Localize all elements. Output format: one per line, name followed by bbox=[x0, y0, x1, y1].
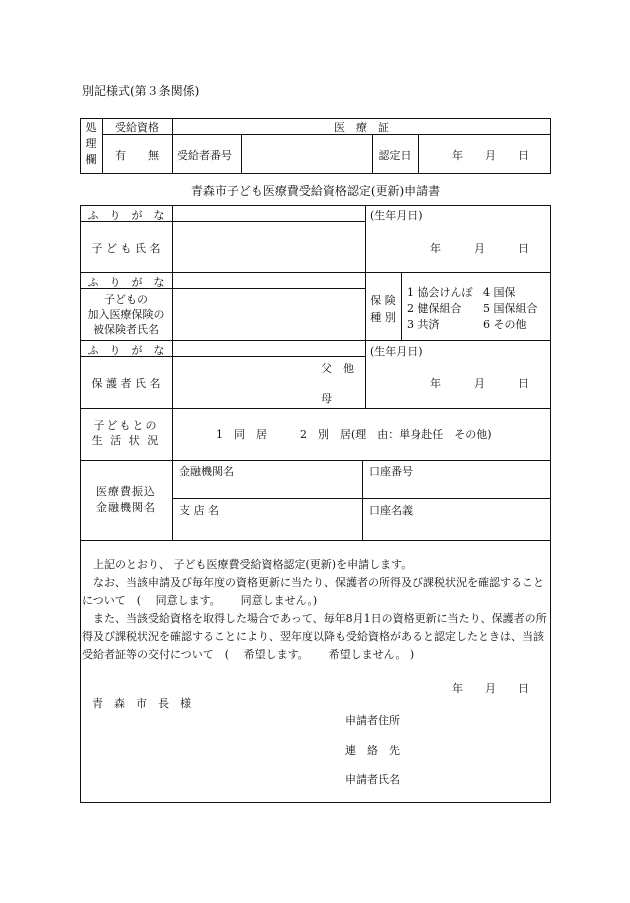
account-holder-label: 口座名義 bbox=[369, 504, 413, 517]
addressee: 青 森 市 長 様 bbox=[92, 697, 191, 710]
child-birth-date-value: 年 月 日 bbox=[430, 242, 529, 255]
approval-date-label: 認定日 bbox=[378, 149, 412, 162]
living-status-label: 子どもとの 生 活 状 況 bbox=[91, 419, 161, 447]
child-furigana-label: ふ り が な bbox=[87, 209, 165, 222]
insurance-type-label: 保 険 種 別 bbox=[370, 294, 396, 324]
certificate-label: 医 療 証 bbox=[334, 121, 389, 134]
insurance-option-2: 2 健保組合 bbox=[407, 302, 462, 315]
living-status-options: 1 同 居 2 別 居(理 由：単身赴任 その他) bbox=[216, 428, 492, 441]
statement-line-3: また、当該受給資格を取得した場合であって、毎年8月1日の資格更新に当たり、保護者の所得及び課税状況を確認することにより、翌年度以降も受給資格があると認定したときは、当該受給者証等の交付について ( 希望します。 希望しません。 ) bbox=[82, 612, 547, 661]
statement-line-1: 上記のとおり、 子ども医療費受給資格認定(更新)を申請します。 bbox=[82, 558, 413, 571]
applicant-name-label: 申請者氏名 bbox=[345, 773, 400, 786]
recipient-number-label: 受給者番号 bbox=[177, 149, 232, 162]
eligibility-label: 受給資格 bbox=[115, 121, 159, 134]
guardian-birth-date-label: (生年月日) bbox=[370, 345, 423, 358]
insured-furigana-label: ふ り が な bbox=[87, 276, 165, 289]
applicant-address-label: 申請者住所 bbox=[345, 714, 400, 727]
insured-name-label: 子どもの 加入医療保険の 被保険者氏名 bbox=[87, 293, 165, 336]
bank-name-label: 金融機関名 bbox=[179, 465, 234, 478]
bank-label: 医療費振込 金融機関名 bbox=[96, 485, 156, 514]
child-birth-date-label: (生年月日) bbox=[370, 209, 423, 222]
insurance-option-5: 5 国保組合 bbox=[483, 302, 538, 315]
branch-name-label: 支 店 名 bbox=[179, 504, 219, 517]
statement-line-2: なお、当該申請及び毎年度の資格更新に当たり、保護者の所得及び課税状況を確認することについて ( 同意します。 同意しません。) bbox=[82, 576, 544, 607]
guardian-furigana-label: ふ り が な bbox=[87, 344, 165, 357]
insurance-option-1: 1 協会けんぽ bbox=[407, 286, 473, 299]
form-title: 青森市子ども医療費受給資格認定(更新)申請書 bbox=[190, 184, 441, 198]
approval-date-value: 年 月 日 bbox=[452, 149, 529, 162]
form-number-label: 別記様式(第３条関係) bbox=[82, 84, 200, 98]
father-label: 父 他 bbox=[321, 362, 354, 375]
account-number-label: 口座番号 bbox=[369, 465, 413, 478]
child-name-label: 子 ど も 氏 名 bbox=[91, 242, 161, 255]
guardian-name-label: 保 護 者 氏 名 bbox=[91, 377, 161, 390]
statement-text bbox=[82, 556, 550, 664]
signature-date: 年 月 日 bbox=[452, 682, 529, 695]
insurance-option-3: 3 共済 bbox=[407, 318, 440, 331]
yes-no-label: 有 無 bbox=[115, 149, 159, 162]
guardian-birth-date-value: 年 月 日 bbox=[430, 377, 529, 390]
mother-label: 母 bbox=[321, 392, 332, 405]
processing-label: 処 理 欄 bbox=[85, 121, 97, 166]
contact-label: 連 絡 先 bbox=[345, 744, 400, 757]
insurance-option-6: 6 その他 bbox=[483, 318, 527, 331]
insurance-option-4: 4 国保 bbox=[483, 286, 516, 299]
